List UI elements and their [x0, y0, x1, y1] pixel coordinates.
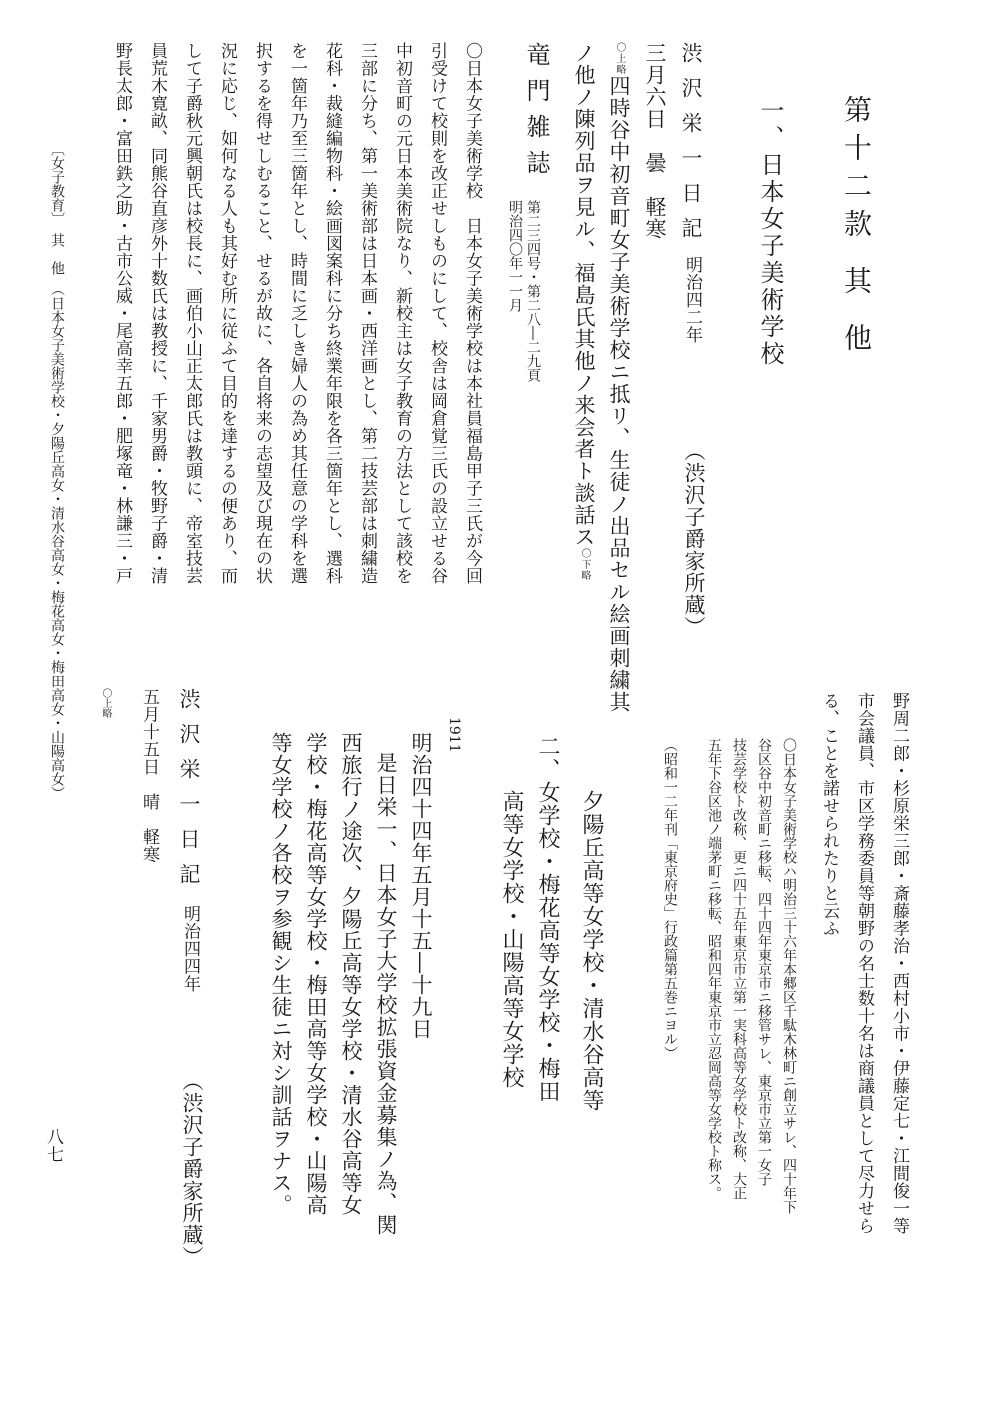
note-line: 谷区谷中初音町ニ移転、四十四年東京市ニ移管サレ、東京市立第一女子 [756, 738, 772, 1186]
omit-mark-end: 〇下略 [579, 548, 590, 581]
body-line: 学校・梅花高等女学校・梅田高等女学校・山陽高 [304, 732, 328, 1216]
diary2-year: 明治四四年 [180, 905, 200, 993]
body-line: 等女学校ノ各校ヲ参観シ生徒ニ対シ訓話ヲナス。 [269, 732, 293, 1216]
running-footer: 〔女子教育〕 其 他 （日本女子美術学校・夕陽丘高女・清水谷高女・梅花高女・梅田高女・山陽高女） [49, 142, 65, 800]
note-line: 技芸学校ト改称、更ニ四十五年東京市立第一実科高等女学校ト改称、大正 [731, 738, 747, 1200]
journal-line: 引受けて校則を改正せしものにして、校舎は岡倉覚三氏の設立せる谷 [427, 42, 447, 585]
diary1-line1: 〇上略四時谷中初音町女子美術学校ニ抵リ、生徒ノ出品セル絵画刺繍其 [607, 42, 631, 713]
note-line: 五年下谷区池ノ端茅町ニ移転、昭和四年東京市立忍岡高等女学校ト称ス。 [706, 738, 722, 1200]
diary1-year: 明治四二年 [682, 256, 702, 344]
item2-heading-line1: 二、女学校・梅花高等女学校・梅田 [535, 735, 560, 1103]
journal-line: 〇日本女子美術学校 日本女子美術学校は本社員福島甲子三氏が今回 [462, 42, 482, 585]
journal-line: して子爵秋元興朝氏は校長に、画伯小山正太郎氏は教頭に、帝室技芸 [182, 42, 202, 585]
diary1-line2: ノ他ノ陳列品ヲ見ル、福島氏其他ノ来会者ト談話ス〇下略 [572, 42, 596, 581]
page-number: 八七 [43, 1128, 63, 1163]
diary1-title: 渋沢栄一日記 [679, 42, 703, 252]
item2-heading-top: 夕陽丘高等女学校・清水谷高等 [579, 790, 604, 1112]
diary2-source: （渋沢子爵家所蔵） [180, 1070, 204, 1268]
body-line: 是日栄一、日本女子大学校拡張資金募集ノ為、関 [374, 752, 398, 1236]
date-range: 明治四十四年五月十五―十九日 [409, 732, 433, 1040]
cont-line: る、ことを諾せられたりと云ふ [819, 692, 839, 937]
journal-line: 員荒木寛畝、同熊谷直彦外十数氏は教授に、千家男爵・牧野子爵・清 [147, 42, 167, 585]
note-source: （昭和一二年刊「東京府史」行政篇第五巻ニヨル） [662, 738, 678, 1060]
journal-title: 竜門雑誌 [522, 42, 550, 186]
diary2-omit: 〇上略 [100, 688, 111, 718]
cont-line: 市会議員、市区学務委員等朝野の名士数十名は商議員として尽力せら [854, 692, 874, 1235]
journal-line: 択するを得せしむること、せるが故に、各自将来の志望及び現在の状 [252, 42, 272, 585]
journal-line: を一箇年乃至三箇年とし、時間に乏しき婦人の為め其任意の学科を選 [287, 42, 307, 585]
journal-line: 中初音町の元日本美術院なり、新校主は女子教育の方法として該校を [392, 42, 412, 585]
section-heading: 第十二款 其 他 [840, 95, 873, 361]
journal-line: 野長太郎・富田鉄之助・古市公威・尾高幸五郎・肥塚竜・林謙三・戸 [112, 42, 132, 585]
diary2-title: 渋沢栄一日記 [177, 688, 201, 898]
diary1-date: 三月六日 曇 軽寒 [643, 42, 667, 240]
journal-line: 花科・裁縫編物科・絵画図案科に分ち終業年限を各三箇年とし、選科 [322, 42, 342, 585]
omit-mark: 〇上略 [614, 42, 625, 75]
journal-issue: 第二三四号・第二八―二九頁 [525, 200, 541, 382]
journal-line: 三部に分ち、第一美術部は日本画・西洋画とし、第二技芸部は刺繍造 [357, 42, 377, 585]
cont-line: 野周二郎・杉原栄三郎・斎藤孝治・西村小市・伊藤定七・江間俊一等 [889, 692, 909, 1235]
journal-line: 況に応じ、如何なる人も其好む所に従ふて目的を達するの便あり、而 [217, 42, 237, 585]
year-label: 1911 [446, 717, 462, 753]
note-line: 〇日本女子美術学校ハ明治三十六年本郷区千駄木林町ニ創立サレ、四十年下 [781, 738, 797, 1214]
item1-heading: 一、日本女子美術学校 [756, 98, 784, 368]
item2-heading-line2: 高等女学校・山陽高等女学校 [499, 790, 524, 1089]
diary1-source: （渋沢子爵家所蔵） [682, 440, 706, 638]
diary2-date: 五月十五日 晴 軽寒 [139, 688, 159, 863]
body-line: 西旅行ノ途次、夕陽丘高等女学校・清水谷高等女 [339, 732, 363, 1216]
journal-date: 明治四〇年一一月 [507, 200, 523, 312]
